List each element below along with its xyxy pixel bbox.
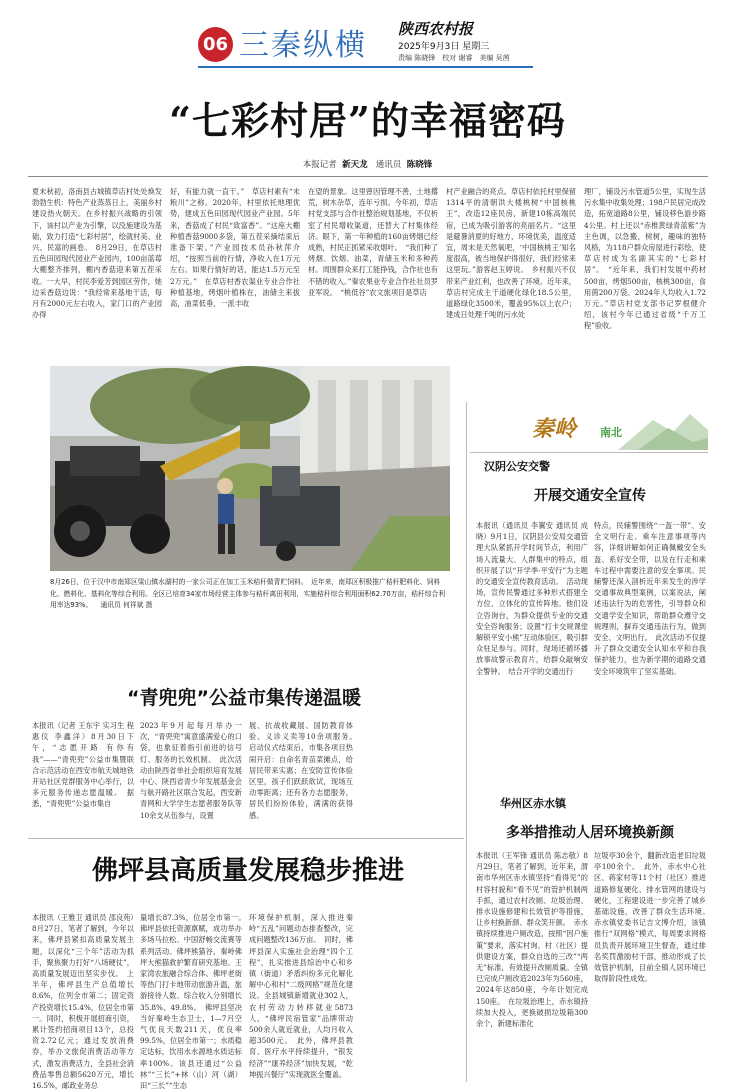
main-article-column-3: 在望的景象。这里曾因管理不善，土地撂荒，树木杂草，连年亏损。今年初，草店村党支部与合作社整治规划基地，不仅析室了村民增收渠道，还替大了村集体经济。眼下，第一年种植的160亩烤烟已经成熟，村民正抓紧采收烟叶。 “我们种了烤烟、饮烟、油菜，青储玉米和多种药材。周围群众来打工能挣钱，合作社也有不错的收入。”秦农果业专业合作社社员罗亚军说。 “桃低谷”农文旅项目是草店 (308, 187, 438, 297)
huazhou-column-2: 垃圾亭30余个，翻新改造老旧垃圾亭100余个。 此外，赤水中心社区、蒋家村等11个村（社区）推进道路修复硬化、排水管网的建设与硬化，工程建设进一步完善了城乡基础设施，改善了群众生活环境。 赤水镇党委书记吉文博介绍，该镇推行“双网格”模式，每周要求网格员负责开展环境卫生督查，通过排名奖罚激励村干部，推动形成了长效管护机制，目前全镇人居环境已取得阶段性成效。 (594, 851, 714, 984)
issue-date: 2025年9月3日 星期三 (398, 42, 490, 52)
qinling-subtitle: 南北 (600, 426, 622, 439)
column-divider (466, 402, 467, 1082)
qingdoudou-headline: “青兜兜”公益市集传递温暖 (127, 687, 361, 709)
qinling-title: 秦岭 (532, 416, 577, 442)
main-article-column-1: 夏末秋初，洛南县古城镇草店村处处焕发勃勃生机：特色产业蒸蒸日上，美丽乡村建设热火朝天。在乡村振兴战略的引领下，该村以产业为引擎，以没施建设为基础，致力打造“七彩村居”，绘就村美、业兴、民富的画卷。 8月29日，在草店村五色田园现代园业产业园内，100亩蓝莓大棚整齐排列，棚内香菇迎来第五茬采收。一大早，村民李爱芳到园区劳作，她边采香菇边说：“我经常来基地干活，每月有2000元左右收入，家门口的产业园办得 (32, 187, 162, 320)
main-article-column-5: 理厂，铺设污水管道5公里，实现生活污水集中收集处理；198户民居完成改造，拓宽道路8公里，铺设移色游步路4公里。村上还以“赤椎黄绿青蓝紫”为主色调，以急搬，树树，趣味的独特风格，为118户群众房屋进行彩绘，使草店村成为名副其实的“七彩村居”。 “近年来，我们村发展中药材500亩，烤烟500亩，核桃300亩，食用菌200万袋。2024年人均收入1.72万元。”草店村党支部书记罗根健介绍，该村今年已通过省级“千万工程”验收。 (584, 187, 706, 331)
qingdoudou-column-1: 本报讯（记者 王东宇 实习生 程惠仪 李鑫洋）8月30日下午，“志愿开路 有你有我”——“青兜兜”公益市集暨联合示范活动在西安市航天城地铁开站社区党群服务中心举行，以多元服务传递志愿温暖。 据悉，“青兜兜”公益市集自 (32, 721, 134, 809)
qingdoudou-column-3: 展、抗战收藏展、国防教育体验、义诊义卖等10余项服务。 启动仪式结束后，市集各项目热闹开启：自命名青苗菜摊点，给居民带来实惠；在安防宣传体验区里，孩子们跃跃欲试，现场互动零距离；还有各方志愿服务，居民们纷纷体验，满满的获得感。 (249, 721, 361, 820)
main-headline: “七彩村居”的幸福密码 (169, 98, 566, 143)
masthead (0, 0, 735, 66)
qingdoudou-column-2: 2023年9月起每月举办一次，“青兜兜”寓意盛满爱心的口袋，也象征着指引前进的信号灯、服务的长效机制。 此次活动由陕西省单社会组织培育发展中心、陕西省青少年发展基金会与航开路社区联合发起，西安新青网和大学学生志愿者服务队等10余支从伍参与，设置 (140, 721, 242, 820)
huazhou-headline: 多举措推动人居环境换新颜 (506, 825, 674, 841)
news-photo-straw-processing (50, 366, 450, 571)
foping-column-3: 环境保护机制，深入推进秦岭“五乱”问题动态排查整改，完成问题整改136万亩。 同时，佛坪县深入实施社会治理“四个工程”，扎实推进县综治中心和乡镇（街道）矛盾纠纷多元化解化解中心和村“二级网格”规范化建设。全县城镇新增就业302人，农村劳动力转移就业5873人，“佛坪民宿管家”品牌带动500余人就近就业，人均月收入超3500元。 此外，佛坪县教育、医疗水平持续提升，“银发经济”“康养经济”加快发展，“乾坤振兴餐厅”实现就医全覆盖。 (249, 913, 353, 1079)
foping-headline: 佛坪县高质量发展稳步推进 (91, 856, 404, 886)
main-byline (0, 158, 735, 170)
hanyin-headline: 开展交通安全宣传 (534, 488, 646, 504)
editor-credits: 责编 陈晓锋 校对 谢睿 美编 吴茜 (398, 54, 510, 62)
foping-column-1: 本报讯（王雅卫 通讯员 邵良苑）8月27日，笔者了解到，今年以来，佛坪县紧扣高质量发展主题，以深化“三个年”活动为抓手，聚焦聚力打好“八场硬仗”，高质量发展迈出坚实步伐。 上半年，佛坪县生产总值增长8.6%，位列全市第二；固定资产投资增长15.4%，位居全市第一。同时，积极开展招商引资，累计签约招商项目13个，总投资2.72亿元；通过发放消费券，举办文旅促消费活动等方式，激发消费活力，全县社会消费品零售总额5620万元，增长16.5%，邮政业务总 (32, 913, 134, 1091)
header-divider (198, 66, 533, 68)
foping-column-2: 量增长87.3%，位居全市第一。 佛坪县依托资源禀赋，成功举办多场马拉松、中国舒畅交流赛等系列活动。佛坪熊猫谷、秦岭佛坪大熊猫救护繁育研究基地、王家湾农旅融合综合体、佛坪老街等热门打卡地带动旅游升温，旅游接待人数、综合收入分别增长35.8%、49.8%。 佛坪县坚决当好秦岭生态卫士，1—7月空气优良天数211天，优良率99.5%，位居全市第一；水质稳定达标，饮用水水源地水质达标率100%。该县还通过“公益林”“三长”+林（山）河（湖）田“三长”“生态 (140, 913, 250, 1091)
foping-divider (28, 838, 464, 839)
byline-reporter: 新天龙 (342, 160, 368, 170)
huazhou-location: 华州区赤水镇 (500, 797, 566, 810)
main-article-column-2: 好，有能力就一直干。” 草店村素有“末粮川”之称。2020年，村里依托地理优势，建成五色田园现代园业产业园。5年来，香菇成了村民“致富香”。“这座大棚种植香菇9000多袋，第五茬采摘结束后准备下架。”产业园技术员孙秋萍介绍，“按照当前的行情，净收入在1万元左右。如果行情好的话，能达1.5万元至2万元。” 在草店村香农渠业专业合作社种植基地，烤烟叶植株在，油储主来拔高，油菜低垂，一派丰收 (170, 187, 300, 309)
byline-prefix: 本报记者 (302, 160, 337, 170)
byline-mid: 通讯员 (375, 160, 402, 170)
photo-illustration (50, 366, 450, 571)
byline-correspondent: 陈晓锋 (406, 160, 433, 170)
headline-divider (28, 176, 708, 177)
hanyin-column-2: 特点，民辅警围绕“一盔一带”、安全文明行走、乘车注意事项等内容，详细讲解如何正确佩戴安全头盔、系好安全带，以及在行走和乘车过程中需要注意的安全事项。民辅警还深入剖析近年来发生的涉学交通事故典型案例，以案说法，阐述违法行为的危害性，引导群众和交通学安全知识，帮助群众遵守交规理则，摒弃交通违法行为，做到安全、文明出行。 此次活动不仅提升了群众交通安全认知水平和自我保护能力，也为新学期的道路交通安全环境筑牢了坚实基础。 (594, 521, 706, 676)
main-article-column-4: 村产业融合的亮点。草店村依托村里保留1314平的清朝洪大楼桃树“中国核桃王”，改造12座民房，新建10栋高端民宿，已成为吸引游客的亮丽名片。“这里是避暑消夏的好地方，环境优美，温度适宜，周末是天然氧吧，‘中国核桃王’知名度很高，被当地保护得很好，我们经常来这里玩。”游客赵玉婷说。 乡村振兴不仅带来产业红利，也改善了环境。近年来，草店村完成主干道硬化绿化18.5公里，道路绿化3500米，覆盖95%以上农户；建成日处理千吨的污水处 (446, 187, 576, 320)
photo-caption (50, 577, 450, 612)
hanyin-column-1: 本报讯（通讯员 李翼安 通讯员 成晓）9月1日，汉阴县公安局交通管理大队紧抓开学时间节点，利用广场人流量大、人群集中的特点，组织开展了以“开学季·平安行”为主题的交通安全宣传教育活动。 活动现场，宣传民警通过多种形式搭建全方位、立体化的宣传阵地。他们设立咨询台，为群众提供专业的交通安全咨询服务；设置“打卡交规课堂 解锁平安小熊”互动体验区，吸引群众驻足参与。同时，现场还循环播放事故警示教育片，给群众敲响安全警钟。 结合开学的交通出行 (476, 521, 588, 676)
page-number-badge: 06 (198, 27, 233, 62)
photo-credit: 通讯员 何祥斌 摄 (100, 601, 153, 609)
huazhou-column-1: 本报讯（王军锋 通讯员 陈志敬）8月29日，笔者了解到，近年来，渭南市华州区赤水镇坚持“看得见”的村容村貌和“看不见”的管护机制两手抓，通过农村改厕、垃圾治理、排水设施修建和长效管护等措施，让乡村换新颜、群众笑开颜。 赤水镇持续推进户厕改造，按照“因户施策”要求，落实村询、村（社区）提供建设方案，群众自选的三改”“两无”标准，有效提升改厕质量。全镇已完成户厕改造2023年为560座，2024年达850座，今年计划完成150座。 在垃圾治理上，赤水镇持续加大投入，更换破损垃圾箱300余个，新建标准化 (476, 851, 588, 1029)
photo-caption-text: 8月26日，位于汉中市南郑区梁山镇水湖村的一家公司正在加工玉米秸秆做青贮饲料。 近年来，南郑区积极推广秸秆肥料化、饲料化、燃料化、基料化等综合利用。全区已培育34家市场经营主体参与秸秆离田利用，实施秸秆综合利用面积62.70万亩，秸秆综合利用率达93%。 (50, 578, 446, 609)
qinling-divider (470, 452, 708, 453)
section-title: 三秦纵横 (239, 28, 367, 63)
hanyin-location: 汉阴公安交警 (484, 460, 550, 473)
paper-name: 陕西农村报 (398, 20, 474, 38)
